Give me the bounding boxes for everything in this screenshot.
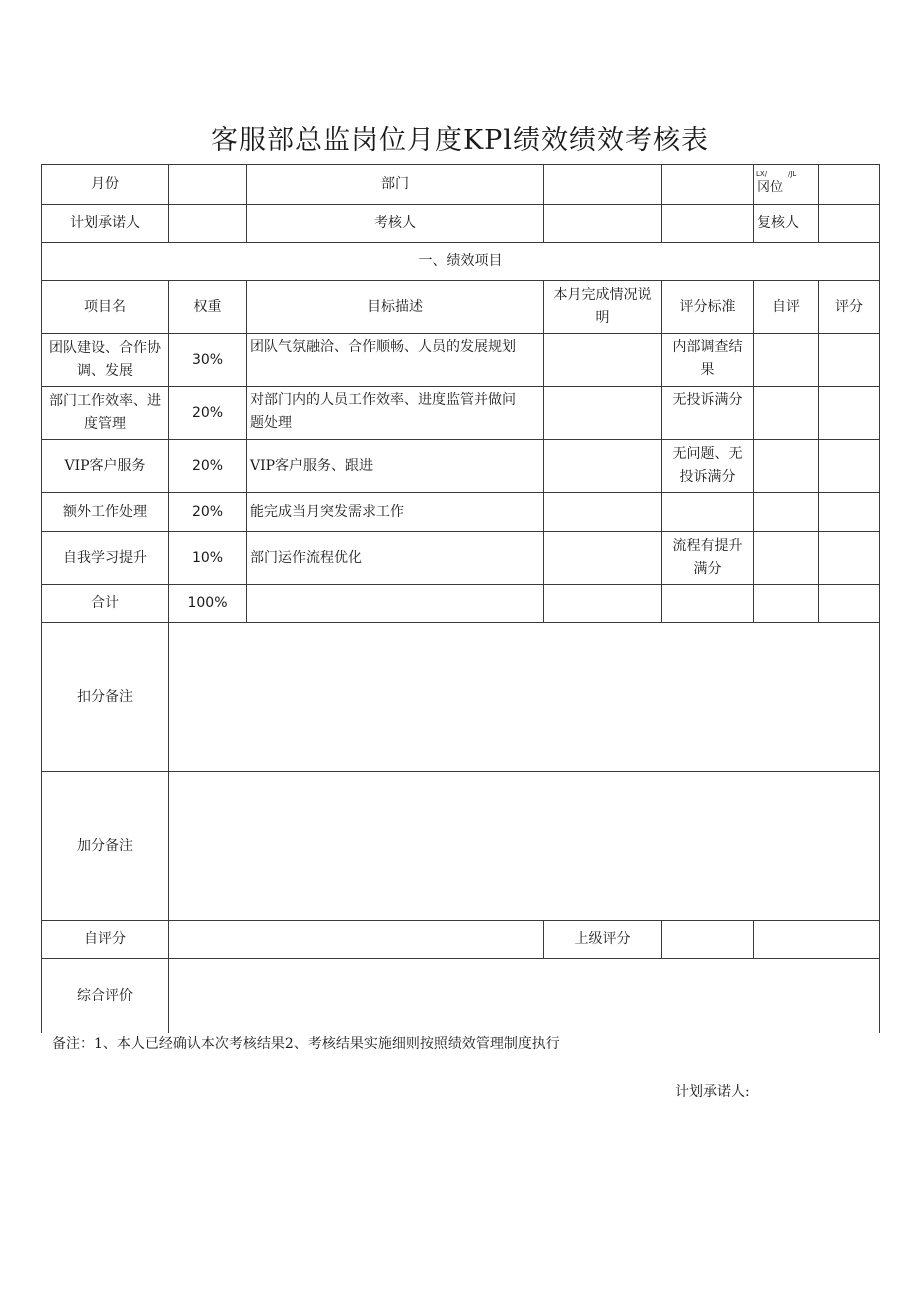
- row-self-eval[interactable]: [754, 493, 818, 531]
- addition-notes-area[interactable]: [169, 772, 879, 920]
- row-item-line1: 团队建设、合作协: [49, 340, 161, 356]
- col-header-target: 目标描述: [367, 298, 423, 315]
- row-self-eval[interactable]: [754, 387, 818, 439]
- row-item: 额外工作处理: [63, 503, 147, 520]
- superior-score-value[interactable]: [662, 921, 753, 958]
- addition-label: 加分备注: [77, 837, 133, 854]
- post-artifact-right: /JL: [788, 170, 797, 178]
- row-completion[interactable]: [544, 493, 661, 531]
- col-header-self-eval: 自评: [772, 298, 800, 315]
- col-header-weight: 权重: [193, 298, 222, 315]
- month-value[interactable]: [169, 165, 246, 204]
- section-title: 一、绩效项目: [418, 253, 503, 269]
- grid-line: [879, 164, 880, 1033]
- self-score-label: 自评分: [84, 931, 126, 947]
- row-score[interactable]: [819, 387, 879, 439]
- row-criteria: [662, 493, 753, 531]
- row-completion[interactable]: [544, 440, 661, 492]
- col-header-criteria: 评分标准: [679, 298, 736, 315]
- col-header-score: 评分: [835, 298, 863, 315]
- footer-note: 备注：1、本人已经确认本次考核结果2、考核结果实施细则按照绩效管理制度执行: [52, 1036, 560, 1052]
- row-score[interactable]: [819, 532, 879, 584]
- row-self-eval[interactable]: [754, 532, 818, 584]
- row-score[interactable]: [819, 440, 879, 492]
- overall-label: 综合评价: [77, 987, 133, 1004]
- row-completion[interactable]: [544, 532, 661, 584]
- planner-label: 计划承诺人: [70, 215, 140, 231]
- total-label: 合计: [91, 595, 119, 611]
- deduction-label: 扣分备注: [77, 688, 133, 705]
- page-title: 客服部总监岗位月度KPl绩效绩效考核表: [211, 125, 709, 156]
- deduction-notes-area[interactable]: [169, 623, 879, 771]
- signature-label: 计划承诺人:: [675, 1084, 750, 1100]
- row-self-eval[interactable]: [754, 334, 818, 386]
- row-criteria-line2: 投诉满分: [679, 469, 736, 485]
- reviewer-label: 考核人: [374, 215, 416, 231]
- dept-value[interactable]: [544, 165, 661, 204]
- row-score[interactable]: [819, 493, 879, 531]
- row-criteria-line1: 无投诉满分: [672, 392, 743, 408]
- row-score[interactable]: [819, 334, 879, 386]
- dept-label: 部门: [381, 176, 409, 192]
- post-value[interactable]: [819, 165, 879, 204]
- post-artifact-left: LX/: [756, 170, 768, 178]
- row-target: 部门运作流程优化: [250, 549, 362, 566]
- row-criteria: [662, 440, 753, 492]
- row-criteria: [662, 334, 753, 386]
- planner-value[interactable]: [169, 205, 246, 242]
- row-weight: 10%: [191, 549, 224, 566]
- row-item: [42, 334, 168, 386]
- row-criteria-line1: 无问题、无: [672, 446, 743, 462]
- row-weight: 30%: [191, 351, 224, 368]
- row-target-line1: 对部门内的人员工作效率、进度监管并做问: [250, 392, 516, 408]
- row-target-line1: 团队气氛融洽、合作顺畅、人员的发展规划: [250, 339, 516, 355]
- row-target: VIP客户服务、跟进: [250, 457, 374, 474]
- row-criteria-line2: 果: [700, 362, 715, 378]
- row-completion[interactable]: [544, 334, 661, 386]
- row-item-line2: 度管理: [84, 416, 126, 432]
- row-criteria-line1: 内部调查结: [672, 339, 743, 355]
- superior-score-label: 上级评分: [574, 931, 631, 947]
- month-label: 月份: [91, 176, 119, 192]
- col-header-completion-line1: 本月完成情况说: [553, 287, 652, 303]
- col-header-completion-line2: 明: [595, 310, 610, 326]
- col-header-item: 项目名: [84, 298, 126, 315]
- row-criteria-line1: 流程有提升: [672, 538, 743, 554]
- row-target: [247, 387, 543, 439]
- row-weight: 20%: [191, 404, 224, 421]
- post-label: 冈位: [757, 179, 784, 195]
- row-weight: 20%: [191, 457, 224, 474]
- row-completion[interactable]: [544, 387, 661, 439]
- row-item: VIP客户服务: [64, 457, 146, 474]
- self-score-value[interactable]: [169, 921, 543, 958]
- superior-score-extra[interactable]: [754, 921, 879, 958]
- row-item-line2: 调、发展: [77, 363, 133, 379]
- row-criteria: [662, 532, 753, 584]
- row-criteria: [662, 387, 753, 439]
- total-target: [247, 585, 543, 622]
- rechecker-value[interactable]: [819, 205, 879, 242]
- row-weight: 20%: [191, 503, 224, 520]
- row-criteria-line2: 满分: [693, 561, 722, 577]
- row-item: [42, 387, 168, 439]
- total-weight: 100%: [187, 595, 228, 611]
- row-self-eval[interactable]: [754, 440, 818, 492]
- row-target-line2: 题处理: [250, 415, 292, 431]
- row-target: 能完成当月突发需求工作: [250, 503, 404, 520]
- col-header-completion: [544, 281, 661, 333]
- row-target: [247, 334, 543, 386]
- reviewer-value[interactable]: [544, 205, 661, 242]
- reviewer-extra-value[interactable]: [662, 205, 753, 242]
- dept-extra-value[interactable]: [662, 165, 753, 204]
- rechecker-label: 复核人: [757, 215, 799, 231]
- row-item-line1: 部门工作效率、进: [49, 393, 161, 409]
- overall-evaluation-area[interactable]: [169, 959, 879, 1033]
- row-item: 自我学习提升: [63, 549, 147, 566]
